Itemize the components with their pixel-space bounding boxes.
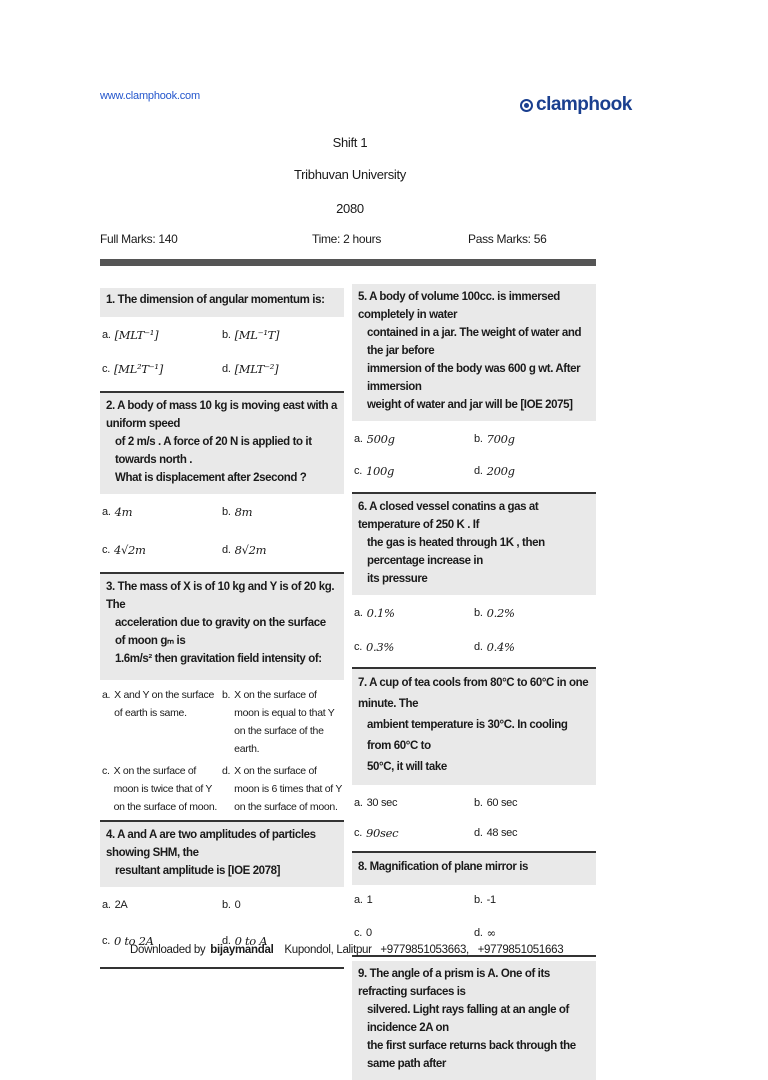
- question-2-options: [100, 494, 344, 566]
- question-divider: [100, 967, 344, 969]
- question-5-options: [352, 421, 596, 487]
- option-b[interactable]: b. 0.2%: [474, 606, 515, 620]
- question-1-options: [100, 317, 344, 385]
- question-9-text: 9. The angle of a prism is A. One of its refracting surfaces is silvered. Light rays falling at an angle of incidence 2A on the first surface returns back through the same path after: [352, 961, 596, 1080]
- option-a[interactable]: a. 1: [354, 894, 373, 906]
- option-a[interactable]: a. 500g: [354, 432, 395, 446]
- downloader-name: bijaymandal: [210, 944, 274, 956]
- question-7-options: [352, 785, 596, 845]
- option-b[interactable]: b. X on the surface of moon is equal to that Y on the surface of the earth.: [222, 689, 335, 755]
- question-9: [352, 961, 596, 1080]
- option-d[interactable]: d. 200g: [474, 464, 515, 478]
- option-d[interactable]: d. 0.4%: [474, 640, 515, 654]
- option-c[interactable]: c. 0.3%: [354, 640, 394, 654]
- question-1-text: 1. The dimension of angular momentum is:: [100, 288, 344, 317]
- header-divider: [100, 259, 596, 266]
- question-6-text: 6. A closed vessel conatins a gas at temperature of 250 K . If the gas is heated through 1K , then percentage increase in its pressure: [352, 494, 596, 595]
- question-8-options: [352, 885, 596, 949]
- option-d[interactable]: d. [MLT⁻²]: [222, 362, 279, 376]
- option-c[interactable]: c. 0: [354, 927, 372, 939]
- option-c[interactable]: c. 90sec: [354, 826, 399, 840]
- option-a[interactable]: a. 4m: [102, 505, 133, 519]
- right-question-column: [352, 284, 596, 1080]
- brand-logo: [520, 94, 632, 116]
- pass-marks: Pass Marks: 56: [468, 232, 547, 246]
- option-d[interactable]: d. ∞: [474, 926, 496, 940]
- university-title: Tribhuvan University: [293, 167, 406, 182]
- option-b[interactable]: b. 0: [222, 899, 241, 911]
- option-a[interactable]: a. 2A: [102, 899, 128, 911]
- question-5-text: 5. A body of volume 100cc. is immersed completely in water contained in a jar. The weight of water and the jar before immersion of the body was 600 g wt. After immersion weight of water and jar will be [IOE 2075]: [352, 284, 596, 421]
- question-2: [100, 393, 344, 566]
- option-d[interactable]: d. 8√2m: [222, 543, 267, 557]
- option-c[interactable]: c. X on the surface of moon is twice that of Y on the surface of moon.: [102, 765, 217, 813]
- exam-year: 2080: [336, 201, 364, 216]
- question-8: [352, 853, 596, 949]
- question-2-text: 2. A body of mass 10 kg is moving east with a uniform speed of 2 m/s . A force of 20 N is applied to it towards north . What is displacement after 2second ?: [100, 393, 344, 494]
- option-d[interactable]: d. 48 sec: [474, 827, 518, 839]
- option-b[interactable]: b. 700g: [474, 432, 515, 446]
- exam-time: Time: 2 hours: [312, 232, 382, 246]
- question-8-text: 8. Magnification of plane mirror is: [352, 853, 596, 885]
- question-3-text: 3. The mass of X is of 10 kg and Y is of 20 kg. The acceleration due to gravity on the surface of moon gₘ is 1.6m/s² then gravitation field intensity of:: [100, 574, 344, 680]
- download-footer: Downloaded by bijaymandal Kupondol, Lalitpur +9779851053663, +9779851051663: [130, 944, 564, 956]
- question-4-text: 4. A and A are two amplitudes of particles showing SHM, the resultant amplitude is [IOE 2078]: [100, 822, 344, 887]
- option-b[interactable]: b. -1: [474, 894, 496, 906]
- site-url[interactable]: www.clamphook.com: [100, 90, 200, 102]
- question-4: [100, 822, 344, 957]
- clamphook-logo-icon: [520, 99, 533, 112]
- option-c[interactable]: c. 4√2m: [102, 543, 146, 557]
- shift-title: Shift 1: [332, 135, 368, 150]
- option-b[interactable]: b. 8m: [222, 505, 253, 519]
- question-5: [352, 284, 596, 487]
- brand-name: clamphook: [536, 94, 632, 115]
- option-c[interactable]: c. 100g: [354, 464, 395, 478]
- question-6-options: [352, 595, 596, 663]
- option-a[interactable]: a. 0.1%: [354, 606, 395, 620]
- option-a[interactable]: a. 30 sec: [354, 797, 398, 809]
- question-3: [100, 574, 344, 818]
- option-c[interactable]: c. 0 to 2A: [102, 934, 154, 948]
- option-b[interactable]: b. [ML⁻¹T]: [222, 328, 280, 342]
- question-3-options: [100, 680, 344, 818]
- question-7-text: 7. A cup of tea cools from 80°C to 60°C in one minute. The ambient temperature is 30°C. In cooling from 60°C to 50°C, it will take: [352, 669, 596, 785]
- option-d[interactable]: d. X on the surface of moon is 6 times that of Y on the surface of moon.: [222, 765, 342, 813]
- left-question-column: [100, 288, 344, 969]
- full-marks: Full Marks: 140: [100, 232, 178, 246]
- option-d[interactable]: d. 0 to A: [222, 934, 268, 948]
- option-c[interactable]: c. [ML²T⁻¹]: [102, 362, 163, 376]
- option-b[interactable]: b. 60 sec: [474, 797, 518, 809]
- question-6: [352, 494, 596, 663]
- option-a[interactable]: a. X and Y on the surface of earth is same.: [102, 689, 215, 719]
- question-1: [100, 288, 344, 385]
- question-7: [352, 669, 596, 845]
- option-a[interactable]: a. [MLT⁻¹]: [102, 328, 159, 342]
